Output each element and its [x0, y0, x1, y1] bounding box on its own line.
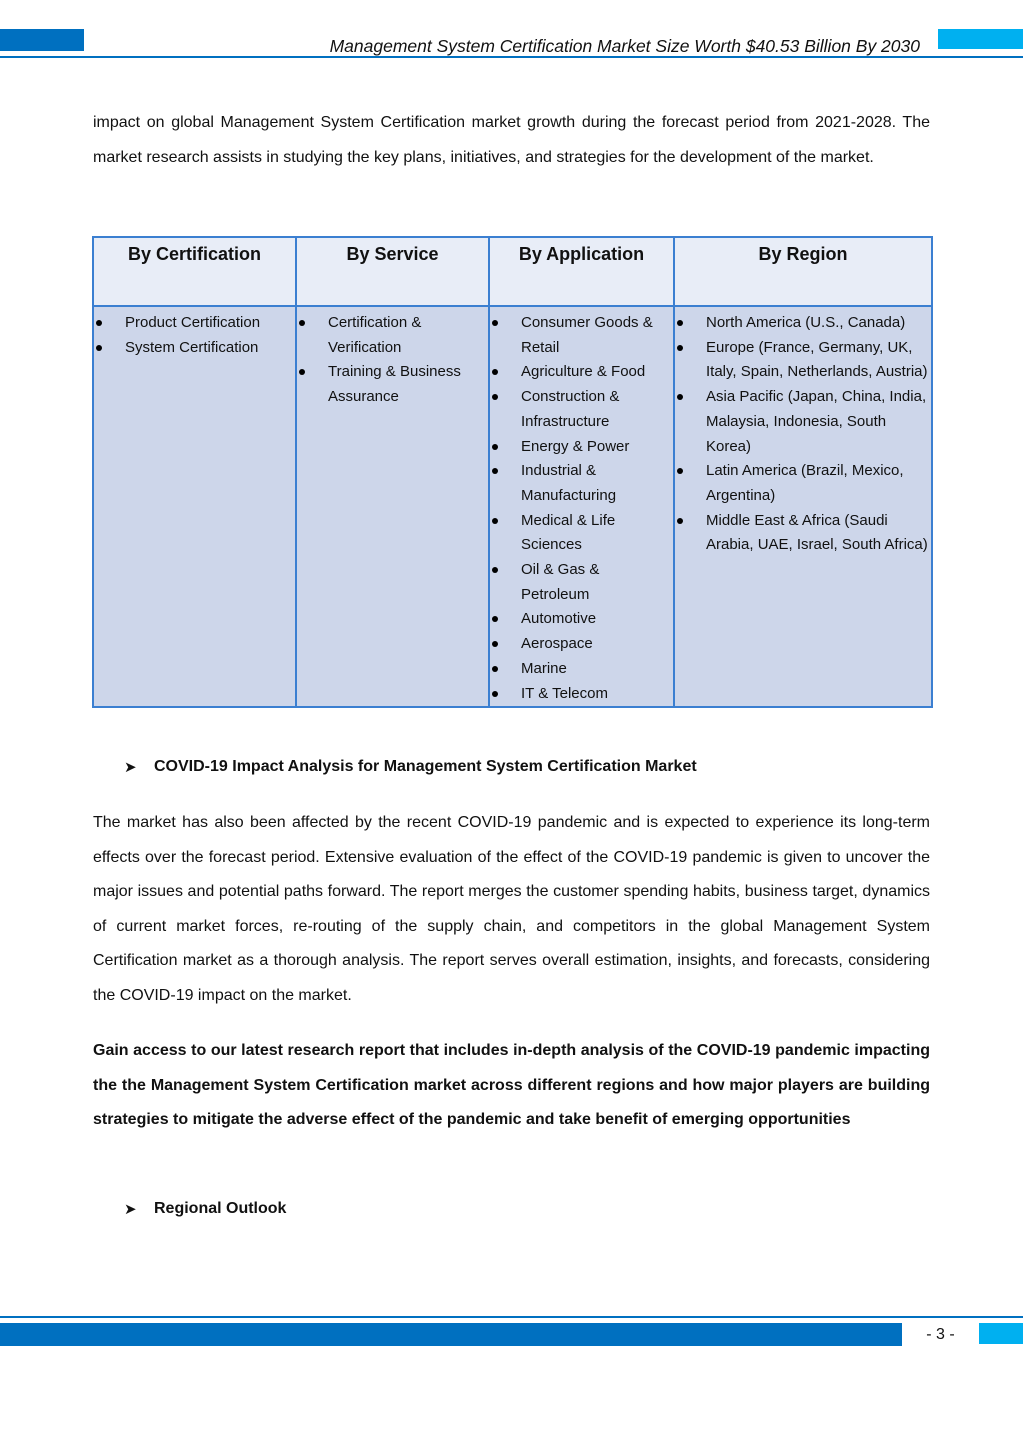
round-bullet-icon: [677, 320, 683, 326]
list-item-text: Latin America (Brazil, Mexico, Argentina): [706, 462, 904, 504]
list-item: [490, 459, 671, 508]
list-item: [675, 459, 929, 508]
list-item: [675, 509, 929, 558]
list-item: [490, 682, 671, 707]
footer-accent-bar-right: [979, 1323, 1023, 1344]
list-item-text: Energy & Power: [521, 437, 630, 455]
covid-section: [93, 806, 930, 1014]
round-bullet-icon: [492, 567, 498, 573]
table-header-row: [93, 237, 932, 306]
list-item-text: Product Certification: [125, 314, 261, 331]
region-list: [675, 311, 929, 558]
list-item: [490, 385, 671, 434]
list-item-text: Marine: [521, 659, 567, 677]
list-item: [297, 360, 486, 409]
list-item: [490, 632, 671, 657]
application-cell: [489, 306, 674, 707]
round-bullet-icon: [677, 468, 683, 474]
round-bullet-icon: [492, 369, 498, 375]
header-accent-bar-left: [0, 29, 84, 51]
list-item: [675, 311, 929, 336]
covid-paragraph: The market has also been affected by the recent COVID-19 pandemic and is expected to experience its long-term effects over the forecast period. Extensive evaluation of the effect of the COVID-19 pandemic is given to uncover the major issues and potential paths forward. The report merges the customer spending habits, business target, dynamics of current market forces, re-routing of the supply chain, and competitors in the global Management System Certification market as a thorough analysis. The report serves overall estimation, insights, and forecasts, considering the COVID-19 impact on the market.: [93, 814, 930, 1004]
regional-outlook-heading: [124, 1200, 286, 1218]
round-bullet-icon: [677, 518, 683, 524]
application-list: [490, 311, 671, 706]
list-item-text: System Certification: [125, 338, 259, 356]
list-item-text: Agriculture & Food: [521, 363, 646, 381]
list-item: [297, 311, 486, 360]
list-item-text: Industrial & Manufacturing: [521, 462, 617, 504]
list-item-text: Aerospace: [521, 635, 593, 653]
list-item-text: Oil & Gas & Petroleum: [521, 561, 600, 603]
covid-heading-text: COVID-19 Impact Analysis for Management System Certification Market: [154, 758, 697, 775]
header-title: Management System Certification Market Size Worth $40.53 Billion By 2030: [329, 36, 920, 56]
list-item: [490, 360, 671, 385]
segmentation-table: [92, 236, 933, 708]
list-item-text: Certification & Verification: [328, 314, 422, 356]
round-bullet-icon: [492, 444, 498, 450]
round-bullet-icon: [492, 641, 498, 647]
region-cell: [674, 306, 932, 707]
list-item-text: North America (U.S., Canada): [706, 314, 906, 331]
list-item-text: Automotive: [521, 610, 597, 628]
cta-section: [93, 1034, 930, 1138]
list-item: [490, 509, 671, 558]
list-item-text: Construction & Infrastructure: [521, 388, 620, 430]
list-item: [94, 311, 293, 336]
list-item: [94, 336, 293, 361]
round-bullet-icon: [299, 320, 305, 326]
list-item: [490, 657, 671, 682]
list-item: [490, 558, 671, 607]
round-bullet-icon: [677, 345, 683, 351]
list-item: [490, 311, 671, 360]
list-item-text: IT & Telecom: [521, 684, 608, 702]
column-header-region: By Region: [674, 237, 932, 306]
intro-section: [93, 106, 930, 175]
round-bullet-icon: [96, 320, 102, 326]
round-bullet-icon: [299, 369, 305, 375]
round-bullet-icon: [492, 691, 498, 697]
list-item: [675, 385, 929, 459]
round-bullet-icon: [492, 394, 498, 400]
arrowhead-bullet-icon: ➤: [124, 759, 137, 776]
round-bullet-icon: [96, 345, 102, 351]
footer-rule: [0, 1316, 1023, 1318]
certification-list: [94, 311, 293, 360]
certification-cell: [93, 306, 296, 707]
header-accent-bar-right: [938, 29, 1023, 49]
list-item-text: Training & Business Assurance: [328, 363, 461, 406]
service-cell: [296, 306, 489, 707]
list-item: [490, 607, 671, 632]
column-header-service: By Service: [296, 237, 489, 306]
round-bullet-icon: [492, 518, 498, 524]
list-item-text: Consumer Goods & Retail: [521, 314, 653, 356]
list-item-text: Middle East & Africa (Saudi Arabia, UAE, Israel, South Africa): [706, 511, 928, 554]
table-body-row: [93, 306, 932, 707]
covid-heading: [124, 758, 697, 776]
list-item: [675, 336, 929, 385]
list-item-text: Europe (France, Germany, UK, Italy, Spain, Netherlands, Austria): [706, 338, 928, 381]
round-bullet-icon: [492, 320, 498, 326]
arrowhead-bullet-icon: ➤: [124, 1201, 137, 1218]
list-item: [490, 435, 671, 460]
service-list: [297, 311, 486, 410]
header-rule: [0, 56, 1023, 58]
column-header-application: By Application: [489, 237, 674, 306]
round-bullet-icon: [492, 468, 498, 474]
intro-paragraph: impact on global Management System Certification market growth during the forecast period from 2021-2028. The market research assists in studying the key plans, initiatives, and strategies for the development of the market.: [93, 114, 930, 166]
regional-outlook-heading-text: Regional Outlook: [154, 1200, 287, 1217]
round-bullet-icon: [492, 666, 498, 672]
page-number: - 3 -: [926, 1326, 955, 1343]
list-item-text: Asia Pacific (Japan, China, India, Malaysia, Indonesia, South Korea): [706, 388, 927, 455]
round-bullet-icon: [492, 616, 498, 622]
cta-paragraph: Gain access to our latest research report that includes in-depth analysis of the COVID-19 pandemic impacting the the Management System Certification market across different regions and how major players are building strategies to mitigate the adverse effect of the pandemic and take benefit of emerging opportunities: [93, 1042, 930, 1129]
footer-accent-bar-left: [0, 1323, 902, 1346]
round-bullet-icon: [677, 394, 683, 400]
list-item-text: Medical & Life Sciences: [521, 511, 616, 554]
column-header-certification: By Certification: [93, 237, 296, 306]
